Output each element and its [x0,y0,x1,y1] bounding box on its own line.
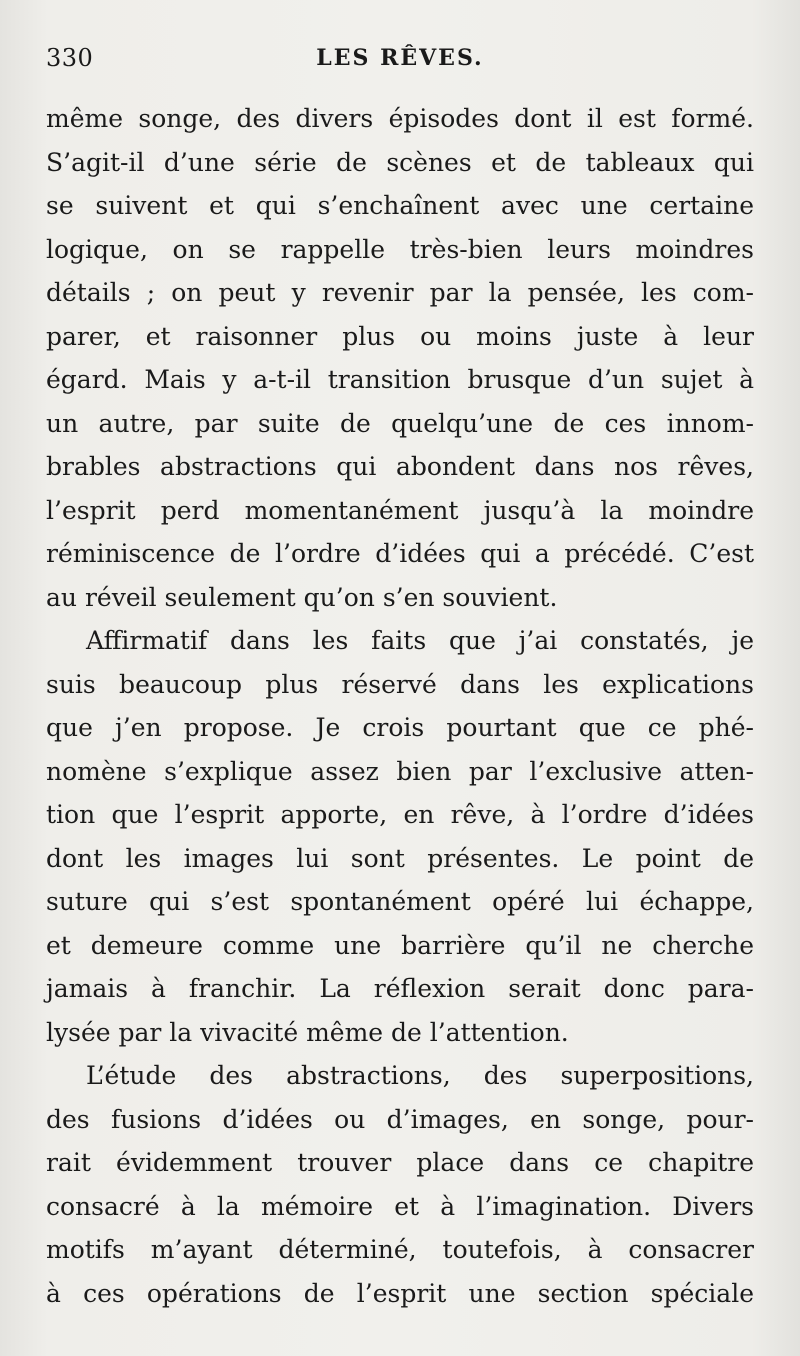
text-line: égard. Mais y a-t-il transition brusque d’un sujet à [46,365,754,394]
text-line: S’agit-il d’une série de scènes et de tableaux qui [46,147,754,177]
body-text [46,97,754,1315]
text-line: dont les images lui sont présentes. Le point de [46,843,754,873]
text-line: suis beaucoup plus réservé dans les explications [46,669,754,699]
text-line: l’esprit perd momentanément jusqu’à la moindre [46,495,754,525]
text-line: nomène s’explique assez bien par l’exclusive atten- [46,756,754,786]
running-head [46,40,754,76]
text-line: des fusions d’idées ou d’images, en songe, pour- [46,1104,754,1134]
text-line: que j’en propose. Je crois pourtant que ce phé- [46,713,754,742]
text-line: au réveil seulement qu’on s’en souvient. [46,582,558,612]
text-line: un autre, par suite de quelqu’une de ces innom- [46,408,754,438]
text-line: et demeure comme une barrière qu’il ne cherche [46,930,754,960]
text-line: tion que l’esprit apporte, en rêve, à l’ordre d’idées [46,800,754,829]
paragraph-first-line: Affirmatif dans les faits que j’ai constatés, je [86,626,754,655]
text-line: suture qui s’est spontanément opéré lui échappe, [46,887,754,916]
text-line: même songe, des divers épisodes dont il est formé. [46,104,754,133]
text-line: à ces opérations de l’esprit une section spéciale [46,1278,754,1308]
page-number: 330 [46,44,94,72]
text-line: jamais à franchir. La réflexion serait donc para- [46,974,754,1003]
paragraph-first-line: L’étude des abstractions, des superpositions, [86,1061,754,1090]
text-line: parer, et raisonner plus ou moins juste à leur [46,321,754,351]
running-title: LES RÊVES. [316,45,484,71]
text-line: lysée par la vivacité même de l’attention. [46,1017,569,1047]
text-line: réminiscence de l’ordre d’idées qui a précédé. C’est [46,539,754,568]
text-line: brables abstractions qui abondent dans nos rêves, [46,452,754,481]
text-line: rait évidemment trouver place dans ce chapitre [46,1148,754,1177]
text-line: détails ; on peut y revenir par la pensée, les com- [46,278,754,307]
text-line: se suivent et qui s’enchaînent avec une certaine [46,191,754,220]
text-line: motifs m’ayant déterminé, toutefois, à consacrer [46,1235,754,1264]
text-line: consacré à la mémoire et à l’imagination. Divers [46,1191,754,1221]
text-line: logique, on se rappelle très-bien leurs moindres [46,234,754,264]
